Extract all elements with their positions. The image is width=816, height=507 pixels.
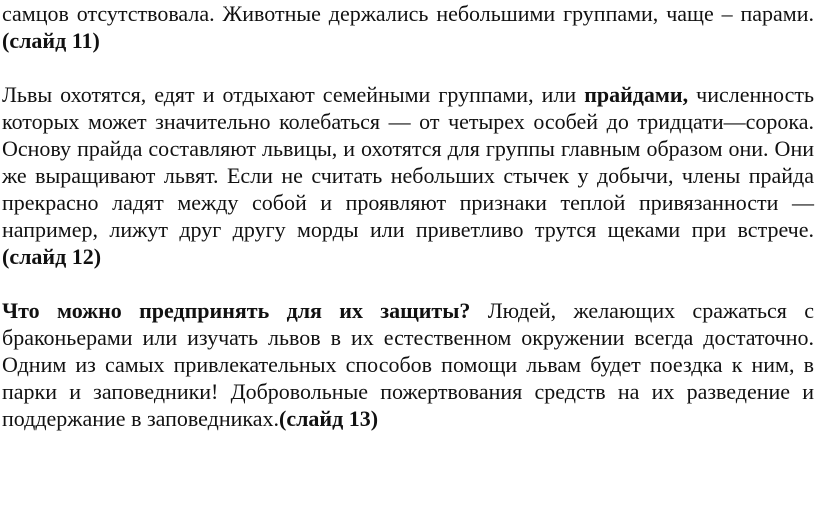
paragraph-text: Людей, желающих сражаться с браконьерами или изучать львов в их естественном окружении всегда достаточно. Одним из самых привлекательных способов помощи львам будет поездка к ним, в парки и заповедники! Добровольные пожертвования средств на их разведение и поддержание в заповедниках. (2, 298, 814, 431)
paragraph-text: Львы охотятся, едят и отдыхают семейными группами, или (2, 82, 585, 107)
paragraph-continuation (2, 0, 814, 54)
paragraph-gap (2, 54, 814, 81)
bold-question: Что можно предпринять для их защиты? (2, 298, 471, 323)
slide-reference: (слайд 11) (2, 28, 100, 53)
bold-term: прайдами, (584, 82, 689, 107)
paragraph-prides (2, 81, 814, 270)
paragraph-text: численность которых может значительно колебаться — от четырех особей до тридцати—сорока. Основу прайда составляют львицы, и охотятся для группы главным образом они. Они же выращивают львят. Если не считать небольших стычек у добычи, члены прайда прекрасно ладят между собой и проявляют признаки теплой привязанности — например, лижут друг другу морды или приветливо трутся щеками при встрече. (2, 82, 814, 242)
slide-reference: (слайд 12) (2, 244, 102, 269)
paragraph-text: самцов отсутствовала. Животные держались небольшими группами, чаще – парами. (2, 1, 814, 26)
paragraph-protection (2, 297, 814, 432)
paragraph-gap (2, 270, 814, 297)
slide-reference: (слайд 13) (279, 406, 379, 431)
